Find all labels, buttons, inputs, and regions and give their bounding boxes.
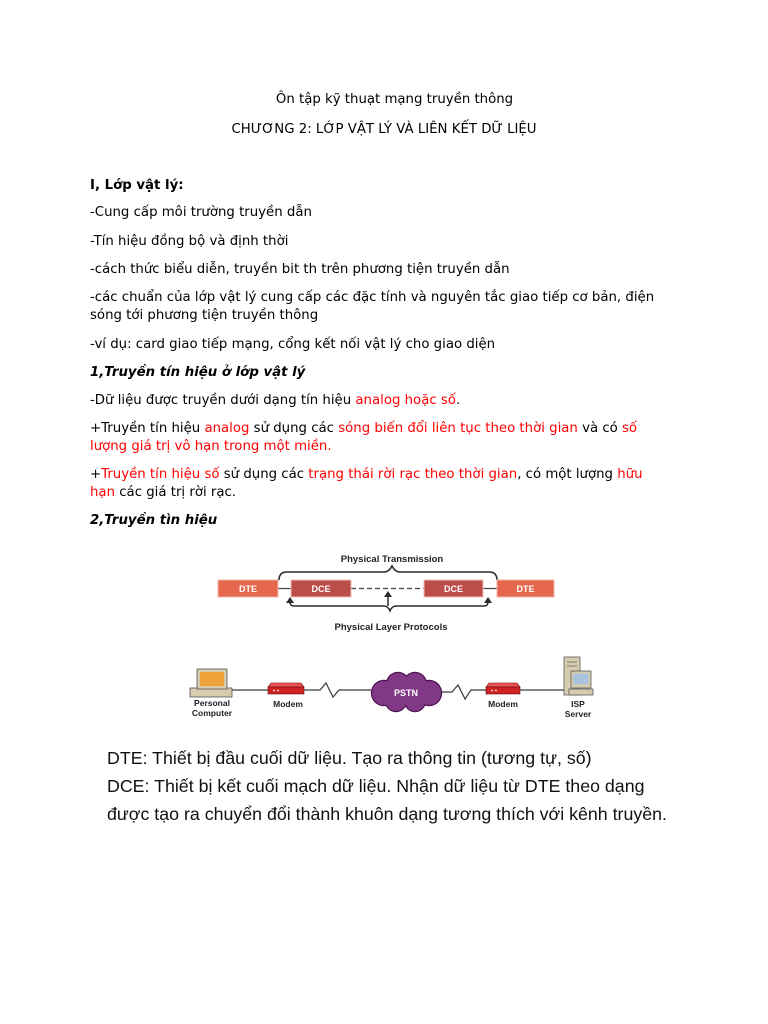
protocol-bracket <box>290 600 488 611</box>
text-run: + <box>90 467 102 482</box>
modem-led <box>273 690 275 692</box>
text-run: , có một lượng <box>517 467 618 482</box>
server-icon <box>564 657 593 695</box>
dte-node-right <box>497 580 554 597</box>
modem-top <box>268 683 304 687</box>
arrow-up-icon <box>286 597 294 603</box>
chapter-title: CHƯƠNG 2: LỚP VẬT LÝ VÀ LIÊN KẾT DỮ LIỆU <box>231 122 537 137</box>
definition-line: DCE: Thiết bị kết cuối mạch dữ liệu. Nhận dữ liệu từ DTE theo dạng <box>107 776 645 796</box>
modem-label: Modem <box>273 699 303 709</box>
text-run: sử dụng các <box>219 467 309 482</box>
pc-label: Personal <box>194 698 230 708</box>
text-run: . <box>455 393 461 408</box>
subsection-heading: 2,Truyền tìn hiệu <box>90 513 218 528</box>
text-run: sử dụng các <box>249 421 339 436</box>
highlighted-text-run: hữu <box>617 467 643 482</box>
pc-screen <box>200 672 224 686</box>
server-screen <box>574 674 589 685</box>
highlighted-text-run: trạng thái rời rạc theo thời gian <box>308 467 518 482</box>
highlighted-text-run: sóng biến đổi liên tục theo thời gian <box>338 421 578 436</box>
modem-led <box>495 690 497 692</box>
text-run: các giá trị rời rạc. <box>115 485 237 500</box>
arrow-up-icon <box>484 597 492 603</box>
dte-label: DTE <box>516 584 535 594</box>
dce-label: DCE <box>311 584 331 594</box>
highlighted-text-run: analog <box>204 421 250 436</box>
dce-node-left <box>291 580 351 597</box>
lightning-link-line <box>304 683 371 697</box>
document-title: Ôn tập kỹ thuạt mạng truyền thông <box>275 92 514 107</box>
dce-label: DCE <box>443 584 464 594</box>
physical-transmission-label: Physical Transmission <box>340 554 444 565</box>
modem-led <box>277 690 279 692</box>
highlighted-text-run: lượng giá trị vô hạn trong một miền. <box>90 439 332 454</box>
modem-led <box>491 690 493 692</box>
paragraph-line <box>90 392 460 410</box>
text-run: -Dữ liệu được truyền dưới dạng tín hiệu <box>90 393 356 408</box>
dce-node-right <box>424 580 483 597</box>
server-label: ISP <box>571 699 585 709</box>
highlighted-text-run: analog hoặc số <box>355 393 456 408</box>
pc-label: Computer <box>191 708 233 718</box>
list-item: -Tín hiệu đồng bộ và định thời <box>90 234 289 249</box>
paragraph-line <box>90 466 643 484</box>
physical-layer-protocols-label: Physical Layer Protocols <box>334 622 448 633</box>
modem-icon <box>268 683 304 694</box>
personal-computer-icon <box>190 669 232 697</box>
section-heading: I, Lớp vật lý: <box>90 178 184 193</box>
modem-icon <box>486 683 520 694</box>
list-item-continuation: sóng tới phương tiện truyền thông <box>90 308 319 323</box>
list-item: -các chuẩn của lớp vật lý cung cấp các đặc tính và nguyên tắc giao tiếp cơ bản, điện <box>90 290 655 305</box>
paragraph-line <box>90 438 332 456</box>
definition-line: được tạo ra chuyển đổi thành khuôn dạng tương thích với kênh truyền. <box>107 804 667 824</box>
network-path-diagram <box>0 648 768 724</box>
text-run: và có <box>577 421 622 436</box>
paragraph-line <box>90 420 637 438</box>
dte-label: DTE <box>239 584 257 594</box>
definition-line: DTE: Thiết bị đầu cuối dữ liệu. Tạo ra thông tin (tương tự, số) <box>107 748 592 768</box>
modem-label: Modem <box>488 699 518 709</box>
highlighted-text-run: số <box>622 421 638 436</box>
highlighted-text-run: Truyền tín hiệu số <box>101 467 220 482</box>
physical-transmission-brace <box>279 566 497 580</box>
server-label: Server <box>564 709 592 719</box>
dte-node-left <box>218 580 278 597</box>
text-run: +Truyền tín hiệu <box>90 421 205 436</box>
lightning-link-line <box>441 685 486 699</box>
list-item: -ví dụ: card giao tiếp mạng, cổng kết nối vật lý cho giao diện <box>90 337 496 352</box>
subsection-heading: 1,Truyền tín hiệu ở lớp vật lý <box>90 365 306 380</box>
physical-transmission-diagram <box>0 540 768 640</box>
list-item: -Cung cấp môi trường truyền dẫn <box>90 205 312 220</box>
list-item: -cách thức biểu diễn, truyền bit th trên phương tiện truyền dẫn <box>90 262 510 277</box>
server-base <box>569 689 593 695</box>
arrow-up-icon <box>384 591 392 597</box>
highlighted-text-run: hạn <box>90 485 116 500</box>
paragraph-line <box>90 484 236 502</box>
modem-top <box>486 683 520 687</box>
pstn-label: PSTN <box>393 688 419 698</box>
